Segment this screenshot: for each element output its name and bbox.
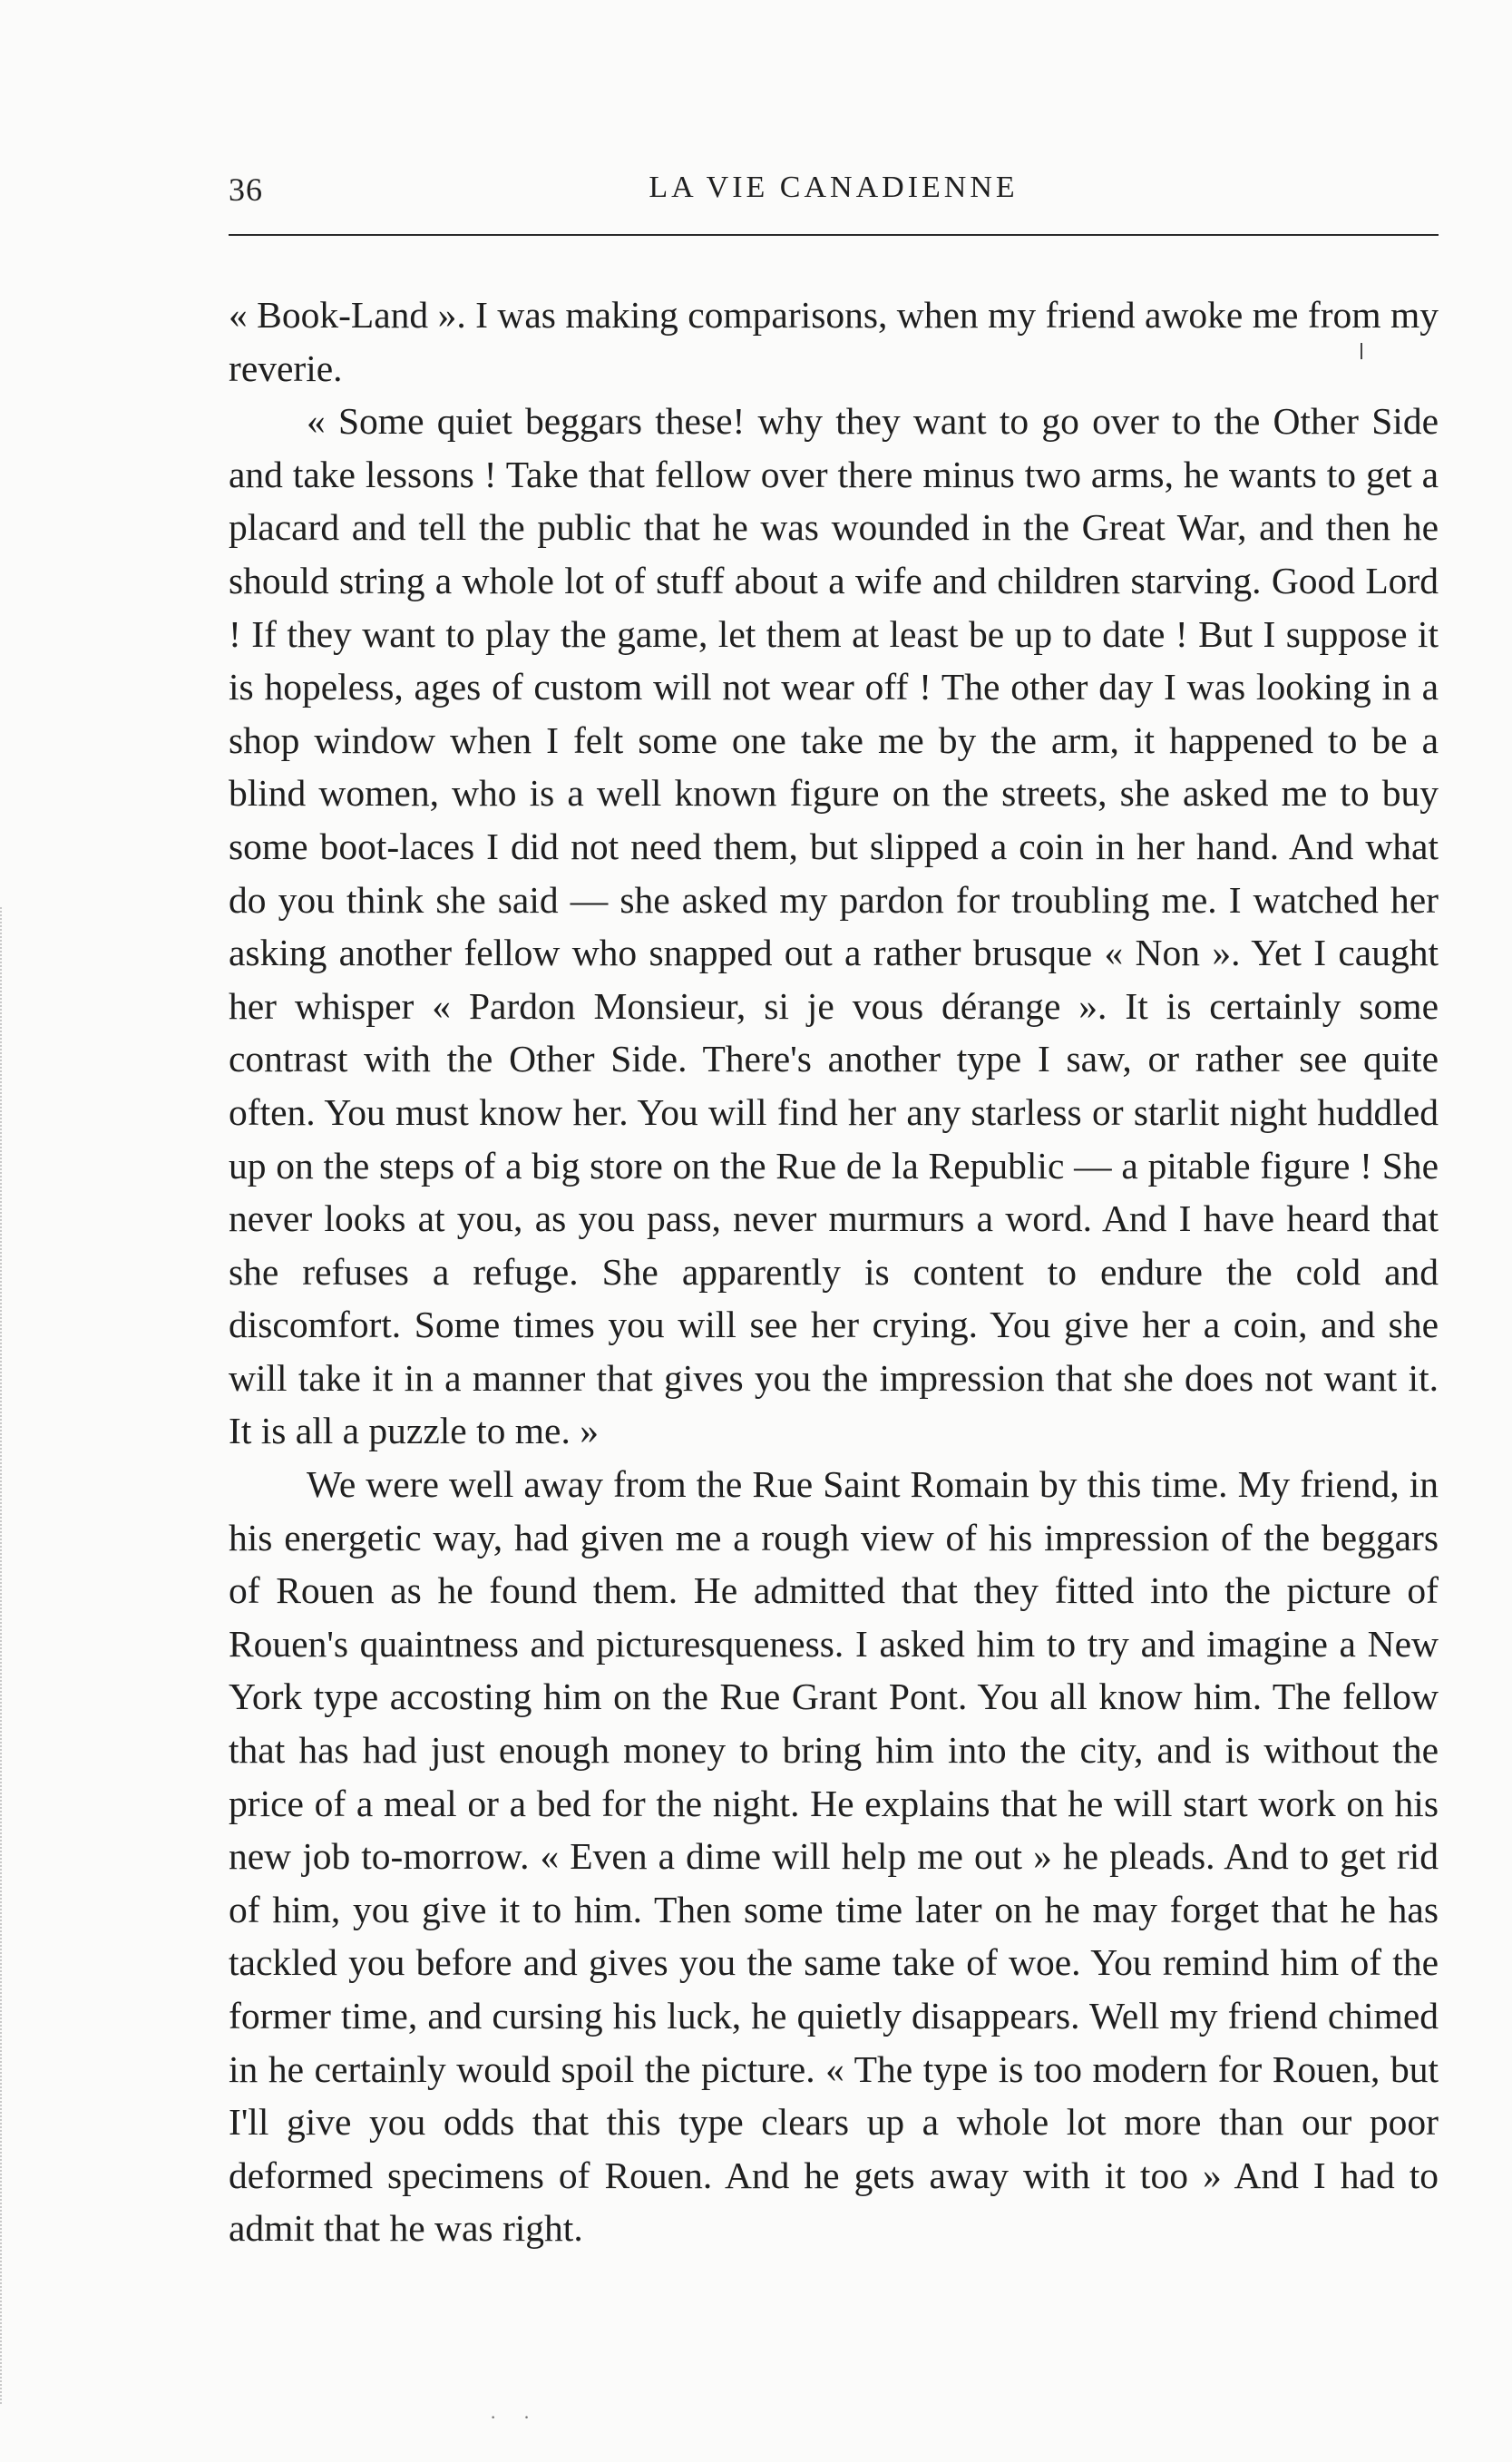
- page-header: [229, 171, 1439, 225]
- paragraph-narrative: We were well away from the Rue Saint Romain by this time. My friend, in his energetic way, had given me a rough view of his impression of the beggars of Rouen as he found them. He admitted that they fitted into the picture of Rouen's quaintness and picturesqueness. I asked him to try and imagine a New York type accosting him on the Rue Grant Pont. You all know him. The fellow that has had just enough money to bring him into the city, and is without the price of a meal or a bed for the night. He explains that he will start work on his new job to-morrow. « Even a dime will help me out » he pleads. And to get rid of him, you give it to him. Then some time later on he may forget that he has tackled you before and gives you the same take of woe. You remind him of the former time, and cursing his luck, he quietly disappears. Well my friend chimed in he certainly would spoil the picture. « The type is too modern for Rouen, but I'll give you odds that this type clears up a whole lot more than our poor deformed specimens of Rouen. And he gets away with it too » And I had to admit that he was right.: [229, 1463, 1439, 2250]
- running-title: LA VIE CANADIENNE: [649, 171, 1019, 204]
- paragraph-continuation: « Book-Land ». I was making comparisons, when my friend awoke me from my reverie.: [229, 294, 1439, 389]
- body-text: [229, 288, 1439, 2255]
- scan-edge-marks: [0, 907, 5, 2404]
- page-number: 36: [229, 171, 263, 208]
- header-rule: [229, 234, 1439, 236]
- paragraph-quote: « Some quiet beggars these! why they want to go over to the Other Side and take lessons ! Take that fellow over there minus two arms, he wants to get a placard and tell the public that he was wounded in the Great War, and then he should string a whole lot of stuff about a wife and children starving. Good Lord ! If they want to play the game, let them at least be up to date ! But I suppose it is hopeless, ages of custom will not wear off ! The other day I was looking in a shop window when I felt some one take me by the arm, it happened to be a blind women, who is a well known figure on the streets, she asked me to buy some boot-laces I did not need them, but slipped a coin in her hand. And what do you think she said — she asked my pardon for troubling me. I watched her asking another fellow who snapped out a rather brusque « Non ». Yet I caught her whisper « Pardon Monsieur, si je vous dérange ». It is certainly some contrast with the Other Side. There's another type I saw, or rather see quite often. You must know her. You will find her any starless or starlit night huddled up on the steps of a big store on the Rue de la Republic — a pitable figure ! She never looks at you, as you pass, never murmurs a word. And I have heard that she refuses a refuge. She apparently is content to endure the cold and discomfort. Some times you will see her crying. You give her a coin, and she will take it in a manner that gives you the impression that she does not want it. It is all a puzzle to me. »: [229, 400, 1439, 1452]
- scan-speck-marks: · ·: [490, 2406, 541, 2428]
